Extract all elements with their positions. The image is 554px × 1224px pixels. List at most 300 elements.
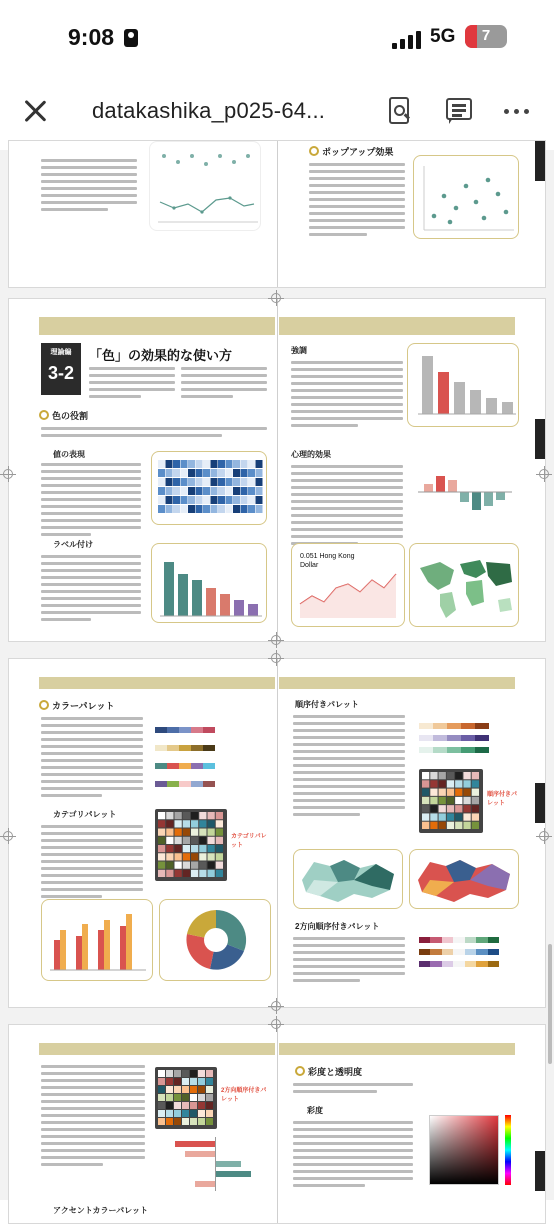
- color-cell: [158, 812, 165, 819]
- heatmap-cell: [158, 460, 165, 468]
- color-cell: [175, 853, 182, 860]
- heatmap-cell: [188, 505, 195, 513]
- heatmap-cell: [226, 496, 233, 504]
- color-grid: [155, 809, 227, 881]
- color-cell: [216, 845, 223, 852]
- heatmap-cell: [218, 496, 225, 504]
- color-cell: [166, 870, 173, 877]
- color-cell: [447, 772, 454, 779]
- chapter-side-tab: [535, 1151, 545, 1191]
- color-cell: [208, 829, 215, 836]
- color-cell: [199, 820, 206, 827]
- color-cell: [216, 820, 223, 827]
- id-card-icon: [124, 29, 138, 47]
- map-card: [409, 543, 519, 627]
- heatmap-cell: [173, 487, 180, 495]
- heatmap-cell: [233, 478, 240, 486]
- color-cell: [175, 820, 182, 827]
- heatmap-cell: [173, 469, 180, 477]
- donut-chart: [160, 900, 272, 982]
- heatmap-cell: [256, 496, 263, 504]
- text-block: [293, 715, 405, 820]
- color-cell: [447, 805, 454, 812]
- color-cell: [175, 837, 182, 844]
- color-cell: [199, 853, 206, 860]
- color-cell: [199, 812, 206, 819]
- scatter-line-chart: [150, 142, 262, 232]
- heading-value: 値の表現: [53, 450, 85, 459]
- heatmap-cell: [218, 505, 225, 513]
- color-cell: [206, 1070, 213, 1077]
- heatmap-cell: [196, 469, 203, 477]
- saturation-picker: [429, 1115, 499, 1185]
- heatmap-cell: [158, 505, 165, 513]
- heatmap-cell: [233, 460, 240, 468]
- color-cell: [182, 1102, 189, 1109]
- color-cell: [430, 789, 437, 796]
- color-cell: [216, 870, 223, 877]
- color-cell: [190, 1094, 197, 1101]
- color-cell: [439, 797, 446, 804]
- color-cell: [166, 1078, 173, 1085]
- heatmap-cell: [196, 487, 203, 495]
- battery-level: 7: [481, 27, 491, 44]
- chapter-number-box: 理論編 3-2: [41, 343, 81, 395]
- color-cell: [174, 1110, 181, 1117]
- color-cell: [208, 812, 215, 819]
- color-cell: [183, 837, 190, 844]
- text-block: [41, 555, 141, 625]
- pdf-viewer[interactable]: [0, 147, 554, 1215]
- color-cell: [199, 862, 206, 869]
- grouped-bar-figure: [41, 899, 153, 981]
- color-cell: [191, 853, 198, 860]
- diverging-bar-figure: [407, 449, 519, 529]
- color-cell: [216, 853, 223, 860]
- color-cell: [191, 829, 198, 836]
- color-cell: [158, 1110, 165, 1117]
- page-spread-1: [8, 140, 546, 288]
- color-cell: [183, 845, 190, 852]
- heatmap-cell: [233, 496, 240, 504]
- heatmap-cell: [256, 478, 263, 486]
- heatmap-cell: [166, 469, 173, 477]
- color-cell: [158, 1086, 165, 1093]
- heading-color-role: 色の役割: [39, 409, 88, 422]
- heatmap-cell: [256, 469, 263, 477]
- color-cell: [463, 813, 470, 820]
- text-block: [291, 465, 403, 549]
- heading-category-palette: カテゴリパレット: [53, 810, 117, 819]
- heatmap-cell: [241, 469, 248, 477]
- heatmap-cell: [218, 487, 225, 495]
- diverging-swatches: [419, 935, 519, 985]
- heatmap-cell: [196, 460, 203, 468]
- text-block: [41, 463, 141, 540]
- color-cell: [166, 829, 173, 836]
- color-cell: [206, 1086, 213, 1093]
- heading-emphasis: 強調: [291, 346, 307, 355]
- map-categorical: [410, 850, 520, 910]
- heatmap-cell: [158, 496, 165, 504]
- color-cell: [182, 1118, 189, 1125]
- header-band: [279, 1043, 515, 1055]
- heatmap-cell: [256, 460, 263, 468]
- color-cell: [463, 789, 470, 796]
- page-spread-3: [8, 658, 546, 1008]
- color-cell: [439, 780, 446, 787]
- color-cell: [455, 805, 462, 812]
- heading-sequential-palette: 順序付きパレット: [295, 700, 359, 709]
- heatmap-cell: [158, 469, 165, 477]
- color-cell: [430, 813, 437, 820]
- color-cell: [463, 797, 470, 804]
- color-cell: [455, 789, 462, 796]
- color-cell: [472, 822, 479, 829]
- heatmap-cell: [233, 469, 240, 477]
- heatmap-cell: [226, 478, 233, 486]
- header-band: [279, 317, 515, 335]
- color-cell: [472, 797, 479, 804]
- color-cell: [472, 789, 479, 796]
- battery-icon: [465, 25, 507, 48]
- color-cell: [175, 829, 182, 836]
- heatmap-cell: [196, 496, 203, 504]
- heading-popup-effect: ポップアップ効果: [309, 145, 393, 158]
- color-cell: [166, 1110, 173, 1117]
- heatmap-cell: [241, 505, 248, 513]
- heatmap-cell: [211, 460, 218, 468]
- color-cell: [208, 820, 215, 827]
- heatmap-cell: [248, 469, 255, 477]
- color-cell: [422, 772, 429, 779]
- color-cell: [174, 1118, 181, 1125]
- currency-card: 0.051 Hong Kong Dollar: [291, 543, 405, 627]
- color-cell: [158, 1118, 165, 1125]
- color-cell: [198, 1070, 205, 1077]
- status-bar: [0, 0, 554, 72]
- color-cell: [216, 829, 223, 836]
- color-cell: [191, 812, 198, 819]
- heatmap-cell: [158, 478, 165, 486]
- network-type: 5G: [430, 26, 456, 47]
- heatmap-cell: [188, 478, 195, 486]
- color-cell: [190, 1086, 197, 1093]
- status-time: 9:08: [68, 24, 115, 50]
- heatmap-cell: [188, 496, 195, 504]
- heatmap-cell: [211, 505, 218, 513]
- text-block: [293, 1083, 413, 1097]
- color-cell: [166, 820, 173, 827]
- text-block: [293, 1121, 413, 1191]
- heatmap-cell: [226, 460, 233, 468]
- color-cell: [198, 1118, 205, 1125]
- heatmap-cell: [181, 460, 188, 468]
- color-cell: [191, 870, 198, 877]
- color-cell: [455, 822, 462, 829]
- color-cell: [174, 1078, 181, 1085]
- header-band: [39, 317, 275, 335]
- callout-category-palette: カテゴリパレット: [231, 834, 267, 849]
- color-cell: [472, 780, 479, 787]
- heatmap-cell: [226, 469, 233, 477]
- color-cell: [175, 862, 182, 869]
- color-cell: [208, 853, 215, 860]
- heatmap-figure: [151, 451, 267, 525]
- color-cell: [199, 870, 206, 877]
- more-icon[interactable]: [502, 96, 532, 126]
- color-grid: [419, 769, 483, 833]
- color-cell: [463, 780, 470, 787]
- color-cell: [183, 829, 190, 836]
- color-cell: [447, 780, 454, 787]
- heatmap-cell: [173, 505, 180, 513]
- color-cell: [422, 797, 429, 804]
- text-block: [41, 717, 143, 801]
- color-cell: [463, 772, 470, 779]
- heatmap-cell: [196, 505, 203, 513]
- doc-search-icon[interactable]: [385, 96, 415, 126]
- text-block: [41, 159, 137, 215]
- color-cell: [182, 1070, 189, 1077]
- emphasis-bar-figure: [407, 343, 519, 427]
- heatmap-cell: [173, 460, 180, 468]
- color-cell: [206, 1078, 213, 1085]
- color-cell: [216, 812, 223, 819]
- scatter-line-figure: [149, 141, 261, 231]
- color-picker-grid-3: [155, 1067, 217, 1129]
- callout-sequential-palette: 順序付きパレット: [487, 792, 518, 807]
- color-cell: [166, 845, 173, 852]
- heatmap-cell: [181, 478, 188, 486]
- text-block: [41, 825, 143, 902]
- palette-swatches: [155, 719, 265, 799]
- color-cell: [158, 1094, 165, 1101]
- color-cell: [182, 1110, 189, 1117]
- color-cell: [430, 797, 437, 804]
- heatmap-cell: [196, 478, 203, 486]
- close-icon[interactable]: [20, 96, 50, 126]
- heatmap-cell: [233, 505, 240, 513]
- color-cell: [198, 1078, 205, 1085]
- labeled-bar-figure: [151, 543, 267, 623]
- diverging-bar-chart: [408, 450, 520, 530]
- header-band: [39, 677, 275, 689]
- color-cell: [206, 1118, 213, 1125]
- color-cell: [183, 812, 190, 819]
- scrollbar-thumb[interactable]: [548, 944, 552, 1064]
- heatmap-cell: [181, 505, 188, 513]
- color-cell: [190, 1078, 197, 1085]
- color-cell: [216, 837, 223, 844]
- color-cell: [166, 837, 173, 844]
- cell-signal-icon: [392, 29, 426, 49]
- color-cell: [166, 853, 173, 860]
- color-cell: [166, 1070, 173, 1077]
- color-cell: [158, 837, 165, 844]
- color-cell: [174, 1086, 181, 1093]
- color-cell: [472, 772, 479, 779]
- color-cell: [422, 789, 429, 796]
- heatmap-cell: [241, 478, 248, 486]
- color-cell: [183, 820, 190, 827]
- scatter-figure: [413, 155, 519, 239]
- heatmap-cell: [166, 487, 173, 495]
- color-cell: [174, 1094, 181, 1101]
- heading-color-palette: カラーパレット: [39, 699, 114, 712]
- heatmap-cell: [203, 469, 210, 477]
- heatmap-cell: [256, 487, 263, 495]
- map-sequential: [294, 850, 404, 910]
- color-cell: [190, 1070, 197, 1077]
- chapter-side-tab: [535, 141, 545, 181]
- color-cell: [166, 1094, 173, 1101]
- color-cell: [199, 829, 206, 836]
- color-cell: [198, 1110, 205, 1117]
- heading-psych: 心理的効果: [291, 450, 331, 459]
- heatmap-cell: [248, 460, 255, 468]
- color-cell: [166, 1086, 173, 1093]
- heatmap-cell: [173, 478, 180, 486]
- color-cell: [439, 813, 446, 820]
- document-toolbar: [0, 72, 554, 150]
- color-cell: [206, 1102, 213, 1109]
- heatmap-cell: [241, 460, 248, 468]
- heatmap-cell: [256, 505, 263, 513]
- heatmap-chart: [152, 452, 268, 526]
- chapter-side-tab: [535, 783, 545, 823]
- scatter-chart: [414, 156, 520, 240]
- color-cell: [182, 1086, 189, 1093]
- color-cell: [447, 822, 454, 829]
- heatmap-cell: [203, 460, 210, 468]
- color-cell: [158, 829, 165, 836]
- color-cell: [208, 870, 215, 877]
- color-cell: [455, 813, 462, 820]
- heatmap-cell: [211, 496, 218, 504]
- color-cell: [166, 1102, 173, 1109]
- color-cell: [174, 1102, 181, 1109]
- text-block: [309, 163, 405, 240]
- color-cell: [182, 1094, 189, 1101]
- page-spread-2: [8, 298, 546, 642]
- color-cell: [439, 822, 446, 829]
- color-cell: [422, 805, 429, 812]
- color-cell: [158, 845, 165, 852]
- callout-diverging-palette: 2方向順序付きパレット: [221, 1088, 267, 1103]
- hue-strip: [505, 1115, 511, 1185]
- world-map: [410, 544, 520, 628]
- color-cell: [166, 812, 173, 819]
- donut-figure: [159, 899, 271, 981]
- header-band: [39, 1043, 275, 1055]
- color-cell: [208, 862, 215, 869]
- heatmap-cell: [241, 496, 248, 504]
- color-cell: [199, 837, 206, 844]
- color-cell: [430, 822, 437, 829]
- color-cell: [183, 862, 190, 869]
- text-block: [291, 361, 403, 431]
- color-cell: [158, 870, 165, 877]
- color-cell: [158, 1070, 165, 1077]
- color-grid: [155, 1067, 217, 1129]
- heatmap-cell: [203, 478, 210, 486]
- color-cell: [455, 780, 462, 787]
- color-cell: [175, 845, 182, 852]
- heatmap-cell: [181, 496, 188, 504]
- intro-text: [181, 367, 267, 402]
- text-block: [41, 427, 267, 441]
- color-cell: [422, 780, 429, 787]
- heatmap-cell: [248, 478, 255, 486]
- grouped-bar-chart: [42, 900, 154, 982]
- heatmap-cell: [248, 487, 255, 495]
- color-cell: [472, 805, 479, 812]
- heatmap-cell: [218, 469, 225, 477]
- heatmap-cell: [166, 505, 173, 513]
- color-cell: [158, 853, 165, 860]
- header-band: [279, 677, 515, 689]
- color-cell: [166, 1118, 173, 1125]
- color-cell: [183, 870, 190, 877]
- color-cell: [439, 772, 446, 779]
- bar-chart: [152, 544, 268, 624]
- heatmap-cell: [188, 460, 195, 468]
- heatmap-cell: [233, 487, 240, 495]
- heatmap-cell: [203, 505, 210, 513]
- heatmap-cell: [248, 496, 255, 504]
- heatmap-cell: [248, 505, 255, 513]
- page-spread-4: [8, 1024, 546, 1224]
- color-cell: [447, 813, 454, 820]
- color-cell: [455, 772, 462, 779]
- heatmap-cell: [211, 469, 218, 477]
- color-picker-grid-2: [419, 769, 483, 833]
- color-cell: [463, 805, 470, 812]
- section-title: 「色」の効果的な使い方: [89, 348, 233, 363]
- heatmap-cell: [188, 487, 195, 495]
- color-cell: [158, 862, 165, 869]
- color-cell: [472, 813, 479, 820]
- comment-icon[interactable]: [444, 96, 474, 126]
- color-cell: [183, 853, 190, 860]
- heatmap-cell: [218, 478, 225, 486]
- color-cell: [463, 822, 470, 829]
- heatmap-cell: [226, 505, 233, 513]
- color-cell: [190, 1102, 197, 1109]
- heatmap-cell: [166, 460, 173, 468]
- heatmap-cell: [211, 478, 218, 486]
- color-cell: [439, 789, 446, 796]
- chapter-side-tab: [535, 419, 545, 459]
- heatmap-cell: [158, 487, 165, 495]
- color-cell: [190, 1118, 197, 1125]
- color-cell: [191, 845, 198, 852]
- choropleth-map-1: [293, 849, 403, 909]
- color-cell: [447, 797, 454, 804]
- color-cell: [430, 772, 437, 779]
- color-cell: [422, 813, 429, 820]
- color-cell: [198, 1086, 205, 1093]
- color-cell: [216, 862, 223, 869]
- heatmap-cell: [166, 496, 173, 504]
- heading-saturation: 彩度と透明度: [295, 1065, 362, 1078]
- heading-saturation-sub: 彩度: [307, 1106, 323, 1115]
- document-title: datakashika_p025-64...: [92, 98, 326, 123]
- color-cell: [158, 1078, 165, 1085]
- color-cell: [206, 1110, 213, 1117]
- heatmap-cell: [203, 496, 210, 504]
